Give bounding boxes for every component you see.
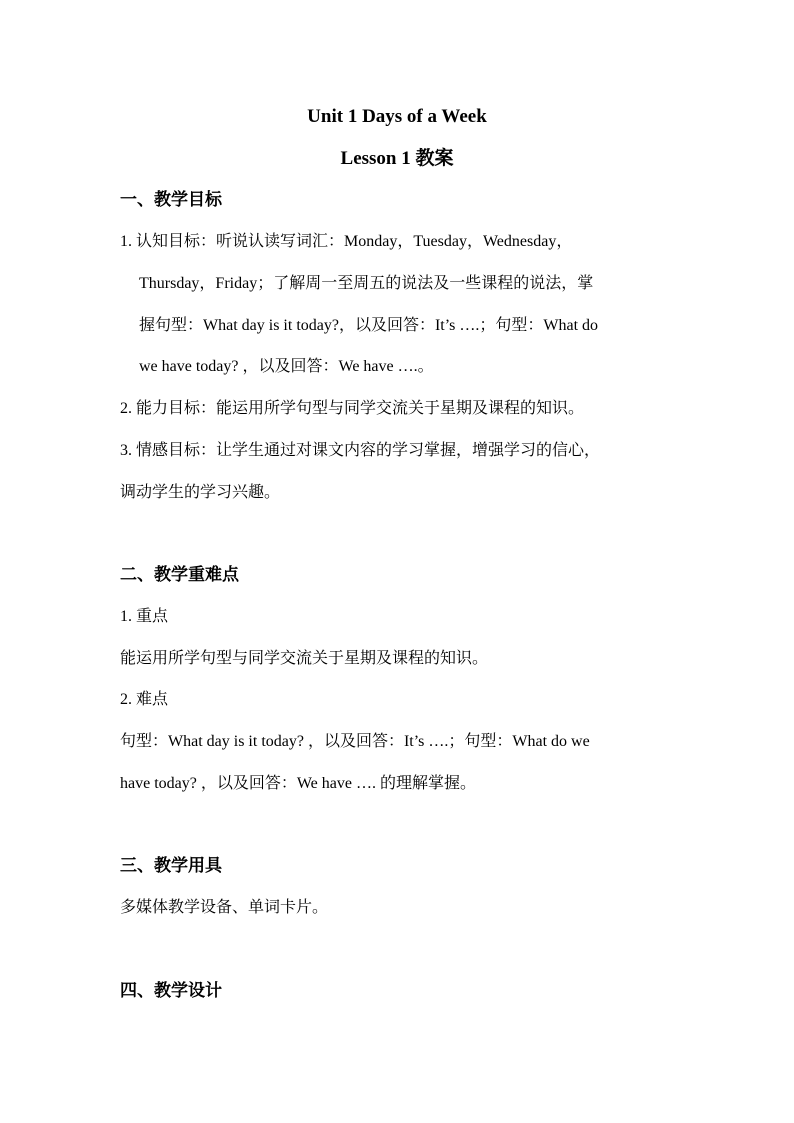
section-heading-tools: 三、教学用具 <box>120 856 222 875</box>
objective-1-line-2: Thursday，Friday；了解周一至周五的说法及一些课程的说法，掌 <box>139 275 594 292</box>
section-heading-objectives: 一、教学目标 <box>120 190 222 209</box>
document-subtitle: Lesson 1 教案 <box>340 148 454 169</box>
section-heading-key-points: 二、教学重难点 <box>120 565 239 584</box>
tools-text: 多媒体教学设备、单词卡片。 <box>120 899 329 916</box>
objective-3-line-1: 3. 情感目标：让学生通过对课文内容的学习掌握，增强学习的信心， <box>120 442 601 459</box>
objective-1-line-3: 握句型：What day is it today?，以及回答：It’s ….；句型：What do <box>139 317 599 334</box>
document-title: Unit 1 Days of a Week <box>307 106 487 127</box>
key-point-text: 能运用所学句型与同学交流关于星期及课程的知识。 <box>120 650 489 667</box>
objective-1-line-1: 1. 认知目标：听说认读写词汇：Monday，Tuesday，Wednesday， <box>120 233 573 250</box>
key-point-label: 1. 重点 <box>120 608 169 625</box>
objective-3-line-2: 调动学生的学习兴趣。 <box>120 484 281 501</box>
difficulty-line-1: 句型：What day is it today? ，以及回答：It’s ….；句型：What do we <box>120 733 590 750</box>
difficulty-label: 2. 难点 <box>120 691 169 708</box>
section-heading-design: 四、教学设计 <box>120 981 222 1000</box>
objective-2: 2. 能力目标：能运用所学句型与同学交流关于星期及课程的知识。 <box>120 400 585 417</box>
objective-1-line-4: we have today? ，以及回答：We have ….。 <box>139 358 434 375</box>
difficulty-line-2: have today? ，以及回答：We have …. 的理解掌握。 <box>120 775 476 792</box>
